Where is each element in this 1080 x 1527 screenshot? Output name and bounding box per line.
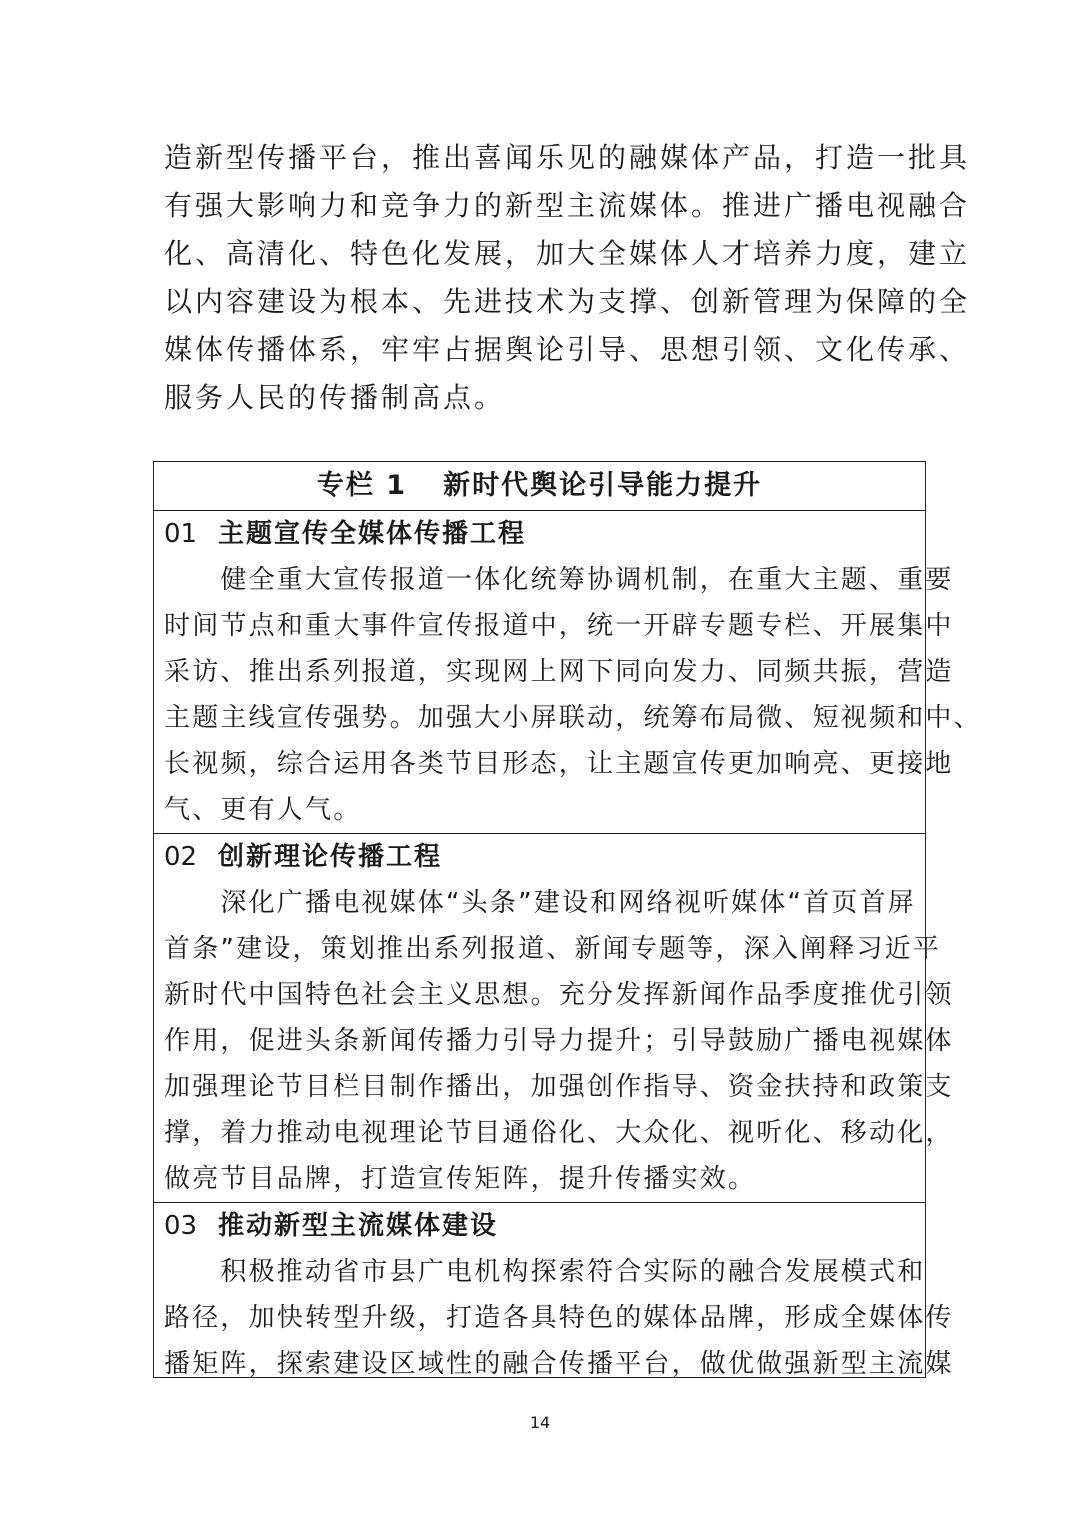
section-line: 健全重大宣传报道一体化统筹协调机制，在重大主题、重要 [164, 565, 954, 595]
intro-line: 媒体传播体系，牢牢占据舆论引导、思想引领、文化传承、 [164, 333, 971, 366]
column-box [153, 461, 982, 1379]
section-03 [154, 1203, 954, 1387]
section-line: 积极推动省市县广电机构探索符合实际的融合发展模式和 [164, 1257, 926, 1287]
section-line: 采访、推出系列报道，实现网上网下同向发力、同频共振，营造 [164, 657, 954, 687]
section-title: 创新理论传播工程 [218, 842, 443, 872]
section-number: 01 [164, 519, 198, 549]
section-line: 长视频，综合运用各类节目形态，让主题宣传更加响亮、更接地 [164, 749, 954, 779]
section-title: 主题宣传全媒体传播工程 [218, 519, 527, 549]
column-label: 专栏 1 [316, 470, 408, 501]
intro-line: 有强大影响力和竞争力的新型主流媒体。推进广播电视融合 [164, 189, 971, 222]
column-box-title [154, 462, 925, 511]
section-line: 气、更有人气。 [164, 795, 362, 825]
section-line: 深化广播电视媒体“头条”建设和网络视听媒体“首页首屏 [164, 888, 917, 918]
section-number: 03 [164, 1211, 198, 1241]
section-line: 作用，促进头条新闻传播力引导力提升；引导鼓励广播电视媒体 [164, 1026, 954, 1056]
section-number: 02 [164, 842, 198, 872]
section-line: 加强理论节目栏目制作播出，加强创作指导、资金扶持和政策支 [164, 1072, 954, 1102]
page-number: 14 [529, 1413, 551, 1432]
section-line: 主题主线宣传强势。加强大小屏联动，统筹布局微、短视频和中、 [164, 703, 982, 733]
section-01 [154, 511, 982, 834]
section-line: 播矩阵，探索建设区域性的融合传播平台，做优做强新型主流媒 [164, 1349, 954, 1379]
section-line: 时间节点和重大事件宣传报道中，统一开辟专题专栏、开展集中 [164, 611, 954, 641]
section-line: 做亮节目品牌，打造宣传矩阵，提升传播实效。 [164, 1164, 757, 1194]
section-heading [164, 511, 925, 557]
section-title: 推动新型主流媒体建设 [218, 1211, 499, 1241]
intro-line: 服务人民的传播制高点。 [164, 381, 506, 414]
section-line: 撑，着力推动电视理论节目通俗化、大众化、视听化、移动化， [164, 1118, 954, 1148]
section-02 [154, 834, 954, 1203]
column-title: 新时代舆论引导能力提升 [443, 470, 763, 501]
intro-line: 造新型传播平台，推出喜闻乐见的融媒体产品，打造一批具 [164, 141, 971, 174]
section-line: 首条”建设，策划推出系列报道、新闻专题等，深入阐释习近平 [164, 934, 942, 964]
section-heading [164, 834, 925, 880]
section-line: 新时代中国特色社会主义思想。充分发挥新闻作品季度推优引领 [164, 980, 954, 1010]
intro-line: 化、高清化、特色化发展，加大全媒体人才培养力度，建立 [164, 237, 971, 270]
intro-line: 以内容建设为根本、先进技术为支撑、创新管理为保障的全 [164, 285, 971, 318]
section-heading [164, 1203, 925, 1249]
intro-paragraph [164, 134, 971, 422]
section-line: 路径，加快转型升级，打造各具特色的媒体品牌，形成全媒体传 [164, 1303, 954, 1333]
